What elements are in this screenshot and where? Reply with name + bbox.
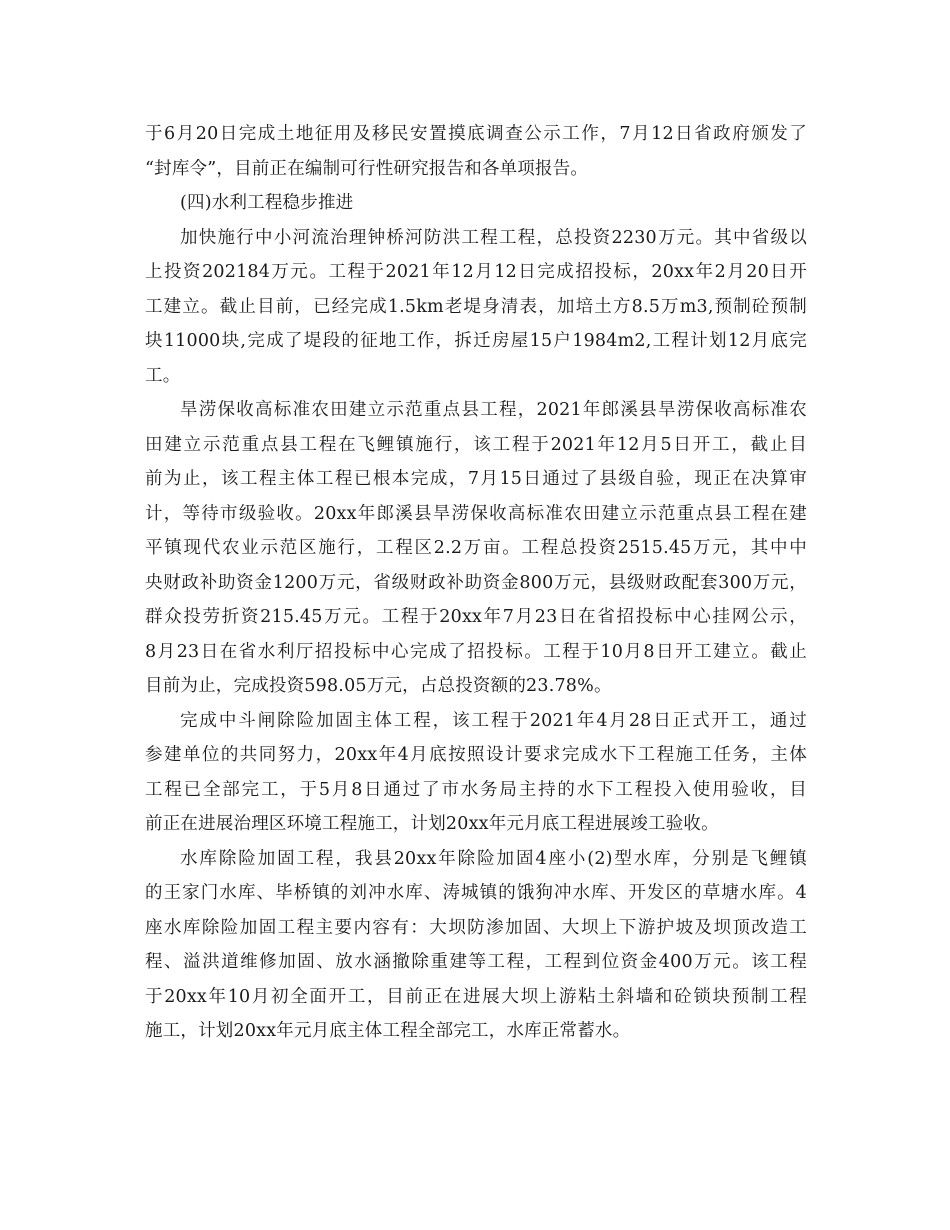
text-line: 水库除险加固工程，我县20xx年除险加固4座小(2)型水库，分别是飞鲤镇 [180, 848, 807, 869]
text-line: 完成中斗闸除险加固主体工程，该工程于2021年4月28日正式开工，通过 [180, 710, 807, 731]
text-line: 加快施行中小河流治理钟桥河防洪工程工程，总投资2230万元。其中省级以 [180, 227, 807, 248]
text-line: 工建立。截止目前，已经完成1.5km老堤身清表，加培土方8.5万m3,预制砼预制 [145, 296, 807, 317]
text-line: 于6月20日完成土地征用及移民安置摸底调查公示工作，7月12日省政府颁发了 [145, 124, 807, 144]
text-line: 平镇现代农业示范区施行，工程区2.2万亩。工程总投资2515.45万元，其中中 [145, 538, 807, 558]
text-line: 央财政补助资金1200万元，省级财政补助资金800万元，县级财政配套300万元， [145, 572, 807, 593]
heading-text: (四)水利工程稳步推进 [180, 193, 354, 213]
text-line: 旱涝保收高标准农田建立示范重点县工程，2021年郎溪县旱涝保收高标准农 [180, 400, 807, 420]
text-line: 上投资202184万元。工程于2021年12月12日完成招投标，20xx年2月20日开 [145, 262, 807, 282]
text-line: 前正在进展治理区环境工程施工，计划20xx年元月底工程进展竣工验收。 [145, 814, 719, 834]
paragraph-zhongdou-sluice [145, 704, 807, 842]
text-line: 工。 [145, 365, 181, 386]
text-line: 参建单位的共同努力，20xx年4月底按照设计要求完成水下工程施工任务，主体 [145, 745, 807, 765]
document-body [145, 117, 807, 1049]
paragraph-zhongqiao-river [145, 221, 807, 394]
text-line: 田建立示范重点县工程在飞鲤镇施行，该工程于2021年12月5日开工，截止目 [145, 434, 807, 455]
paragraph-farmland-project [145, 393, 807, 704]
text-line: 8月23日在省水利厅招投标中心完成了招投标。工程于10月8日开工建立。截止 [145, 641, 807, 662]
text-line: 目前为止，完成投资598.05万元，占总投资额的23.78%。 [145, 676, 612, 696]
paragraph-reservoir-reinforcement [145, 842, 807, 1049]
text-line: 施工，计划20xx年元月底主体工程全部完工，水库正常蓄水。 [145, 1021, 631, 1041]
text-line: 程、溢洪道维修加固、放水涵撤除重建等工程，工程到位资金400万元。该工程 [145, 952, 807, 972]
text-line: 块11000块,完成了堤段的征地工作，拆迁房屋15户1984m2,工程计划12月底完 [145, 331, 807, 351]
section-heading [145, 186, 807, 221]
text-line: 工程已全部完工，于5月8日通过了市水务局主持的水下工程投入使用验收，目 [145, 779, 807, 800]
text-line: “封库令”，目前正在编制可行性研究报告和各单项报告。 [145, 158, 589, 179]
text-line: 于20xx年10月初全面开工，目前正在进展大坝上游粘土斜墙和砼锁块预制工程 [145, 986, 807, 1007]
text-line: 前为止，该工程主体工程已根本完成，7月15日通过了县级自验，现正在决算审 [145, 469, 807, 489]
paragraph-land-acquisition [145, 117, 807, 186]
text-line: 的王家门水库、毕桥镇的刘冲水库、涛城镇的饿狗冲水库、开发区的草塘水库。4 [145, 883, 807, 903]
text-line: 座水库除险加固工程主要内容有：大坝防渗加固、大坝上下游护坡及坝顶改造工 [145, 917, 807, 938]
text-line: 群众投劳折资215.45万元。工程于20xx年7月23日在省招投标中心挂网公示， [145, 607, 807, 627]
text-line: 计，等待市级验收。20xx年郎溪县旱涝保收高标准农田建立示范重点县工程在建 [145, 503, 807, 524]
